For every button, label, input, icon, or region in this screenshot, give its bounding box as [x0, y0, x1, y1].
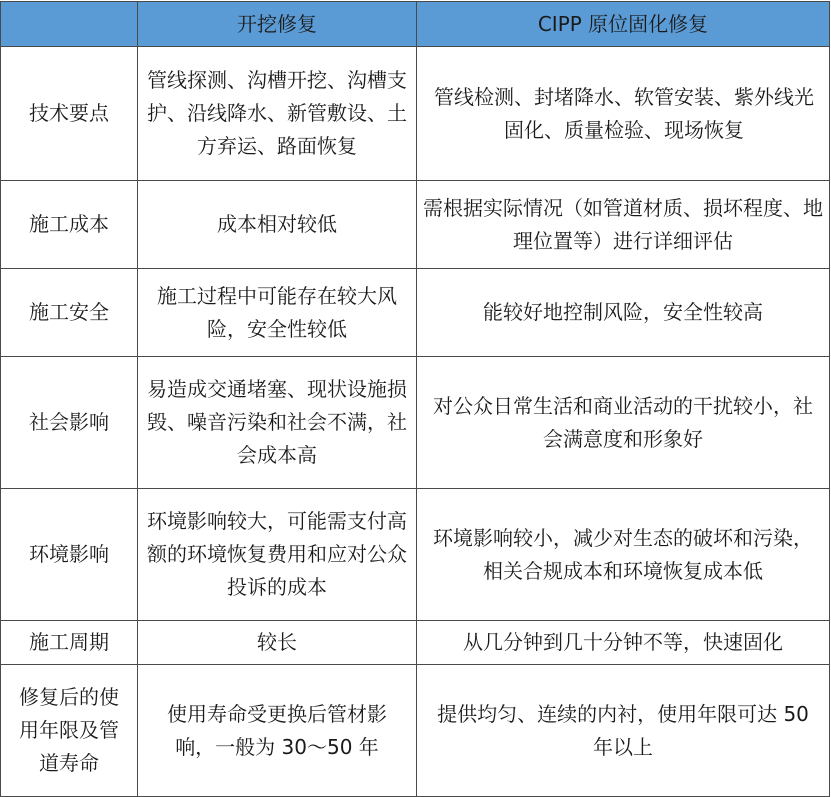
- open-repair-cell: 使用寿命受更换后管材影响，一般为 30～50 年: [138, 665, 417, 797]
- table-row: [1, 269, 830, 357]
- table-body: [1, 47, 830, 797]
- open-repair-cell: 管线探测、沟槽开挖、沟槽支护、沿线降水、新管敷设、土方弃运、路面恢复: [138, 47, 417, 181]
- row-label: 施工成本: [1, 181, 138, 269]
- row-label: 社会影响: [1, 357, 138, 489]
- table-row: [1, 621, 830, 665]
- row-label: 修复后的使用年限及管道寿命: [1, 665, 138, 797]
- header-corner-cell: [1, 2, 138, 47]
- comparison-table: [0, 1, 830, 797]
- open-repair-cell: 成本相对较低: [138, 181, 417, 269]
- cipp-repair-cell: 需根据实际情况（如管道材质、损坏程度、地理位置等）进行详细评估: [417, 181, 830, 269]
- open-repair-cell: 易造成交通堵塞、现状设施损毁、噪音污染和社会不满，社会成本高: [138, 357, 417, 489]
- row-label: 施工周期: [1, 621, 138, 665]
- cipp-repair-cell: 能较好地控制风险，安全性较高: [417, 269, 830, 357]
- table-row: [1, 489, 830, 621]
- open-repair-cell: 环境影响较大，可能需支付高额的环境恢复费用和应对公众投诉的成本: [138, 489, 417, 621]
- header-row: [1, 2, 830, 47]
- cipp-repair-cell: 对公众日常生活和商业活动的干扰较小，社会满意度和形象好: [417, 357, 830, 489]
- table-row: [1, 357, 830, 489]
- table-row: [1, 665, 830, 797]
- header-cipp-repair: CIPP 原位固化修复: [417, 2, 830, 47]
- open-repair-cell: 施工过程中可能存在较大风险，安全性较低: [138, 269, 417, 357]
- cipp-repair-cell: 环境影响较小，减少对生态的破坏和污染，相关合规成本和环境恢复成本低: [417, 489, 830, 621]
- cipp-repair-cell: 从几分钟到几十分钟不等，快速固化: [417, 621, 830, 665]
- table-row: [1, 181, 830, 269]
- row-label: 环境影响: [1, 489, 138, 621]
- header-open-repair: 开挖修复: [138, 2, 417, 47]
- table-header: [1, 2, 830, 47]
- row-label: 施工安全: [1, 269, 138, 357]
- open-repair-cell: 较长: [138, 621, 417, 665]
- cipp-repair-cell: 管线检测、封堵降水、软管安装、紫外线光固化、质量检验、现场恢复: [417, 47, 830, 181]
- cipp-repair-cell: 提供均匀、连续的内衬，使用年限可达 50 年以上: [417, 665, 830, 797]
- table-row: [1, 47, 830, 181]
- row-label: 技术要点: [1, 47, 138, 181]
